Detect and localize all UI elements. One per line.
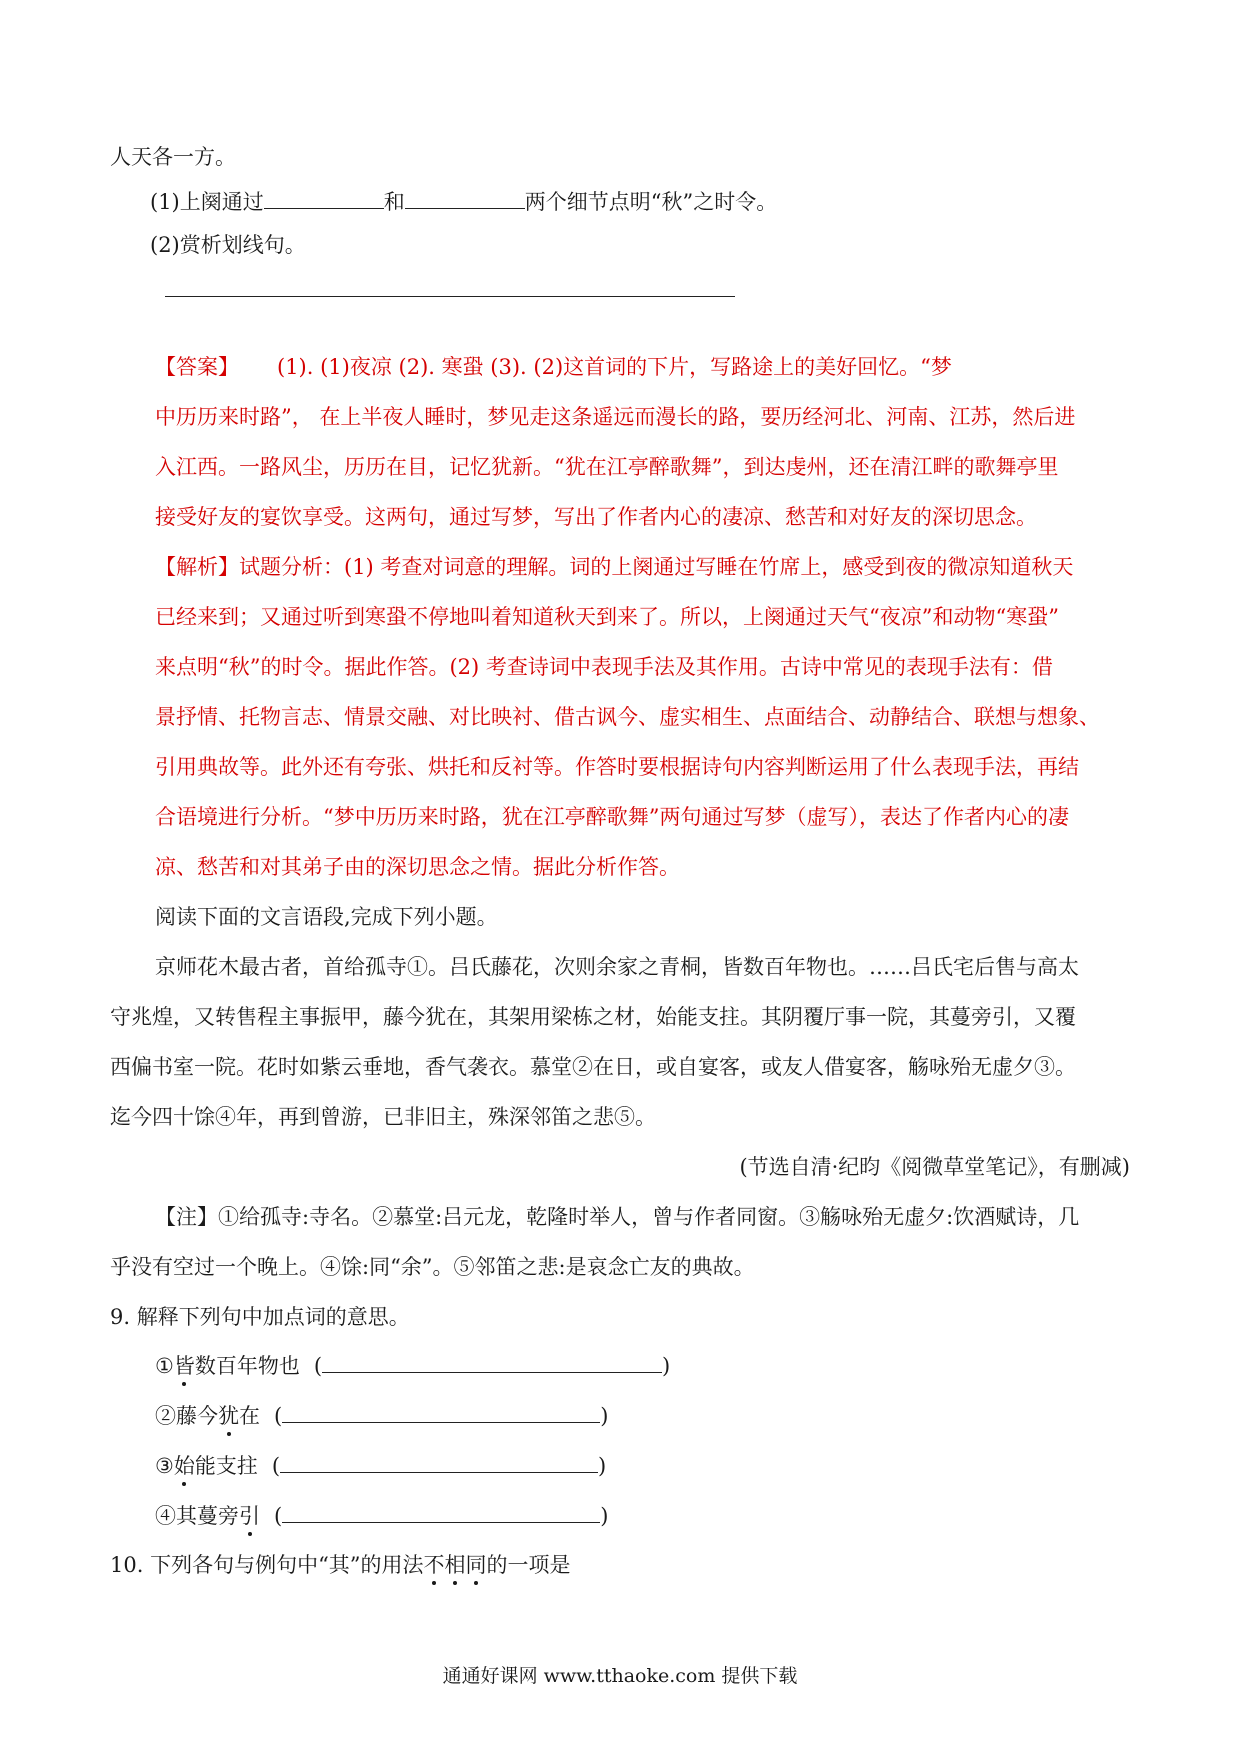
analysis-line-3: 来点明“秋”的时令。据此作答。(2) 考查诗词中表现手法及其作用。古诗中常见的表现手法有：借: [155, 655, 1053, 679]
passage-line-2: 守兆煌，又转售程主事振甲，藤今犹在，其架用梁栋之材，始能支拄。其阴覆厅事一院，其蔓旁引，又覆: [110, 1005, 1076, 1029]
answer-line-1: [155, 352, 952, 382]
page-footer: 通通好课网 www.tthaoke.com 提供下载: [442, 1665, 798, 1687]
q1-suffix: 两个细节点明“秋”之时令。: [524, 190, 778, 214]
notes-line-2: 乎没有空过一个晚上。④馀:同“余”。⑤邻笛之悲:是哀念亡友的典故。: [110, 1255, 755, 1279]
intro-tail: 人天各一方。: [110, 145, 236, 169]
notes-line-1: 【注】①给孤寺:寺名。②慕堂:吕元龙，乾隆时举人，曾与作者同窗。③觞咏殆无虚夕:饮酒赋诗，几: [155, 1205, 1080, 1229]
question-10-stem: [110, 1550, 571, 1580]
q1-mid: 和: [383, 190, 405, 214]
q9-item-1: [155, 1350, 670, 1381]
q9-item-2-blank[interactable]: [282, 1400, 600, 1423]
q9-item-3-dotted-word: 始: [174, 1451, 195, 1481]
analysis-line-6: 合语境进行分析。“梦中历历来时路，犹在江亭醉歌舞”两句通过写梦（虚写），表达了作者内心的凄: [155, 805, 1069, 829]
q1-blank-1[interactable]: [264, 186, 384, 209]
q9-item-3: [155, 1450, 606, 1481]
answer-tag: 【答案】: [155, 355, 239, 379]
q9-item-1-close: ): [662, 1354, 671, 1378]
q9-item-2-close: ): [600, 1404, 609, 1428]
q10-pre: 10. 下列各句与例句中“其”的用法: [110, 1553, 424, 1577]
reading-instruction: 阅读下面的文言语段,完成下列小题。: [155, 905, 498, 929]
q9-item-3-close: ): [598, 1454, 607, 1478]
q9-item-3-open: (: [271, 1454, 281, 1478]
q10-dotted-1: 不: [424, 1550, 445, 1580]
analysis-line-2: 已经来到；又通过听到寒蛩不停地叫着知道秋天到来了。所以，上阕通过天气“夜凉”和动物“寒蛩”: [155, 605, 1059, 629]
analysis-line-7: 凉、愁苦和对其弟子由的深切思念之情。据此分析作答。: [155, 855, 680, 879]
q1-blank-2[interactable]: [405, 186, 525, 209]
answer-line-3: 入江西。一路风尘，历历在目，记忆犹新。“犹在江亭醉歌舞”，到达虔州，还在清江畔的歌舞亭里: [155, 455, 1059, 479]
answer-line-4: 接受好友的宴饮享受。这两句，通过写梦，写出了作者内心的凄凉、愁苦和对好友的深切思念。: [155, 505, 1037, 529]
q9-item-4-close: ): [600, 1504, 609, 1528]
q9-item-4-open: (: [274, 1504, 283, 1528]
q9-item-2-dotted-word: 犹: [218, 1401, 239, 1431]
q9-item-3-blank[interactable]: [280, 1450, 598, 1473]
q1-prefix: (1)上阕通过: [150, 190, 264, 214]
analysis-line-5: 引用典故等。此外还有夸张、烘托和反衬等。作答时要根据诗句内容判断运用了什么表现手法，再结: [155, 755, 1079, 779]
question-1: [150, 186, 777, 217]
analysis-text-1: 试题分析：(1) 考查对词意的理解。词的上阕通过写睡在竹席上，感受到夜的微凉知道秋天: [239, 555, 1074, 579]
q9-item-1-dotted-word: 皆: [174, 1351, 195, 1381]
q9-item-1-open: (: [313, 1354, 323, 1378]
q9-item-3-post: 能支拄: [194, 1454, 258, 1478]
q9-item-3-pre: ③: [155, 1454, 174, 1478]
passage-source: (节选自清·纪昀《阅微草堂笔记》，有删减): [739, 1155, 1130, 1179]
q9-item-4: [155, 1500, 608, 1531]
passage-line-3: 西偏书室一院。花时如紫云垂地，香气袭衣。慕堂②在日，或自宴客，或友人借宴客，觞咏殆无虚夕③。: [110, 1055, 1076, 1079]
analysis-line-4: 景抒情、托物言志、情景交融、对比映衬、借古讽今、虚实相生、点面结合、动静结合、联想与想象、: [155, 705, 1100, 729]
analysis-line-1: [155, 552, 1073, 582]
answer-line-2: 中历历来时路”， 在上半夜人睡时，梦见走这条遥远而漫长的路，要历经河北、河南、江苏，然后进: [155, 405, 1076, 429]
q9-item-1-post: 数百年物也: [194, 1354, 300, 1378]
question-9-stem: 9. 解释下列句中加点词的意思。: [110, 1305, 410, 1329]
question-2: (2)赏析划线句。: [150, 233, 306, 257]
q9-item-4-dotted-word: 引: [239, 1501, 260, 1531]
q10-dotted-3: 同: [466, 1550, 487, 1580]
analysis-tag: 【解析】: [155, 555, 239, 579]
passage-line-1: 京师花木最古者，首给孤寺①。吕氏藤花，次则余家之青桐，皆数百年物也。……吕氏宅后售与高太: [155, 955, 1079, 979]
q9-item-2-open: (: [274, 1404, 283, 1428]
passage-line-4: 迄今四十馀④年，再到曾游，已非旧主，殊深邻笛之悲⑤。: [110, 1105, 656, 1129]
q9-item-4-blank[interactable]: [282, 1500, 600, 1523]
q2-answer-line[interactable]: [165, 296, 735, 297]
q9-item-4-pre: ④其蔓旁: [155, 1504, 239, 1528]
q9-item-2: [155, 1400, 608, 1431]
q9-item-2-pre: ②藤今: [155, 1404, 218, 1428]
answer-text-1: (1). (1)夜凉 (2). 寒蛩 (3). (2)这首词的下片，写路途上的美好回忆。“梦: [277, 355, 952, 379]
q9-item-1-blank[interactable]: [322, 1350, 662, 1373]
q10-dotted-2: 相: [445, 1550, 466, 1580]
q10-post: 的一项是: [486, 1553, 571, 1577]
q9-item-1-pre: ①: [155, 1354, 174, 1378]
q9-item-2-post: 在: [239, 1404, 260, 1428]
